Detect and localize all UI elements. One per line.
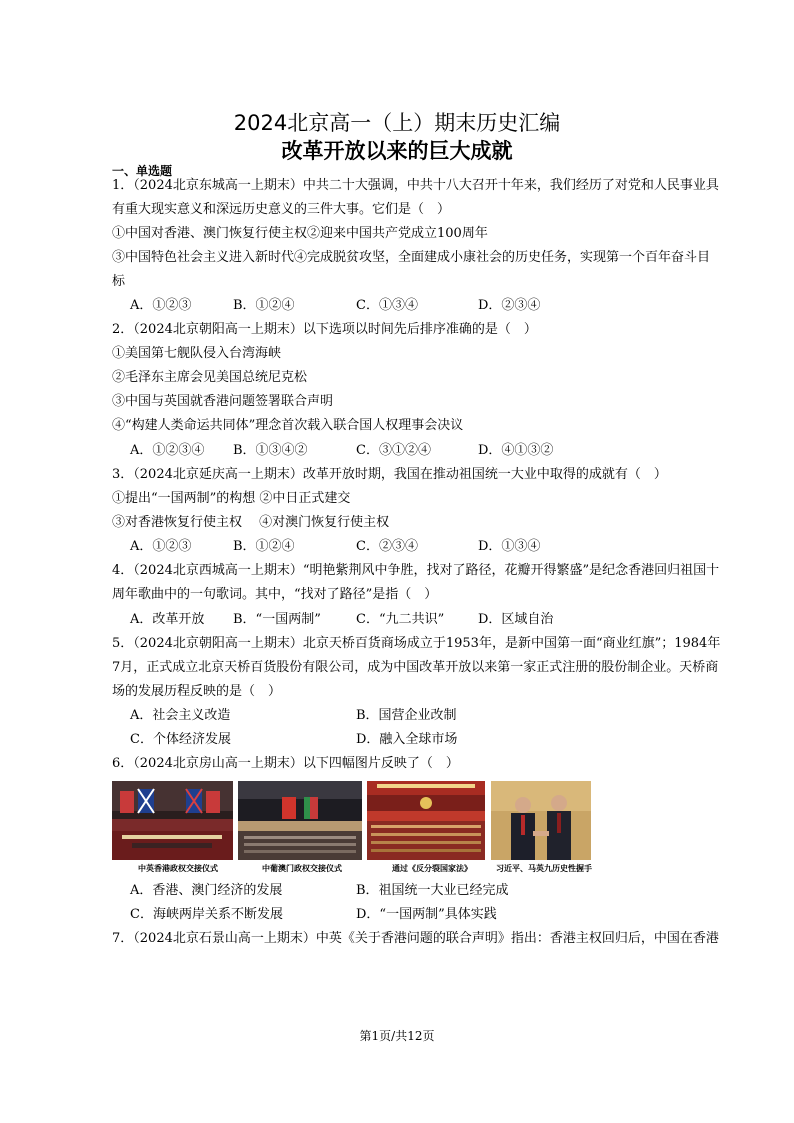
- question-4-option-d: D．区域自治: [478, 612, 554, 627]
- question-1-line-4: ③中国特色社会主义进入新时代④完成脱贫攻坚，全面建成小康社会的历史任务，实现第一个百年奋斗目: [112, 250, 711, 265]
- question-3-line-1: 3．（2024北京延庆高一上期末）改革开放时期，我国在推动祖国统一大业中取得的成就有（ ）: [112, 467, 667, 482]
- question-3-line-3: ③对香港恢复行使主权 ④对澳门恢复行使主权: [112, 515, 390, 530]
- question-2-option-a: A．①②③④: [130, 443, 205, 458]
- question-5-line-1: 5．（2024北京朝阳高一上期末）北京天桥百货商场成立于1953年，是新中国第一面“商业红旗”；1984年: [112, 636, 721, 651]
- question-2-option-c: C．③①②④: [356, 443, 431, 458]
- question-1-option-a: A．①②③: [130, 298, 192, 313]
- question-4-line-1: 4．（2024北京西城高一上期末）“明艳紫荆风中争胜，找对了路径，花瓣开得繁盛”是纪念香港回归祖国十: [112, 563, 720, 578]
- question-2-line-4: ③中国与英国就香港问题签署联合声明: [112, 394, 334, 409]
- question-5-option-a: A．社会主义改造: [130, 708, 231, 723]
- question-6-option-d: D．“一国两制”具体实践: [356, 907, 497, 922]
- question-1-line-5: 标: [112, 274, 126, 289]
- question-6-option-a: A．香港、澳门经济的发展: [130, 883, 283, 898]
- question-5-line-3: 场的发展历程反映的是（ ）: [112, 684, 282, 699]
- question-3-option-d: D．①③④: [478, 539, 541, 554]
- question-7-line-1: 7．（2024北京石景山高一上期末）中英《关于香港问题的联合声明》指出：香港主权回归后，中国在香港: [112, 931, 719, 946]
- question-2-option-b: B．①③④②: [233, 443, 308, 458]
- document-title: 2024北京高一（上）期末历史汇编: [233, 111, 561, 135]
- question-5-option-c: C．个体经济发展: [130, 732, 231, 747]
- question-4-option-c: C．“九二共识”: [356, 612, 445, 627]
- photo-cross-strait-handshake: [491, 781, 591, 860]
- photo-caption-3: 通过《反分裂国家法》: [392, 863, 472, 873]
- question-6-option-c: C．海峡两岸关系不断发展: [130, 907, 283, 922]
- question-3-option-c: C．②③④: [356, 539, 418, 554]
- page-footer: 第1页/共12页: [359, 1029, 435, 1043]
- question-1-line-3: ①中国对香港、澳门恢复行使主权②迎来中国共产党成立100周年: [112, 226, 488, 241]
- photo-macau-handover: [238, 781, 362, 860]
- question-1-option-c: C．①③④: [356, 298, 418, 313]
- question-6-option-b: B．祖国统一大业已经完成: [356, 883, 509, 898]
- question-1-line-1: 1．（2024北京东城高一上期末）中共二十大强调，中共十八大召开十年来，我们经历了对党和人民事业具: [112, 178, 719, 193]
- photo-caption-4: 习近平、马英九历史性握手: [496, 863, 592, 873]
- question-2-line-5: ④“构建人类命运共同体”理念首次载入联合国人权理事会决议: [112, 418, 464, 433]
- question-5-line-2: 7月，正式成立北京天桥百货股份有限公司，成为中国改革开放以来第一家正式注册的股份制企业。天桥商: [112, 660, 719, 675]
- question-3-option-a: A．①②③: [130, 539, 192, 554]
- question-1-line-2: 有重大现实意义和深远历史意义的三件大事。它们是（ ）: [112, 202, 451, 217]
- photo-caption-1: 中英香港政权交接仪式: [138, 863, 218, 873]
- question-3-option-b: B．①②④: [233, 539, 295, 554]
- question-1-option-d: D．②③④: [478, 298, 541, 313]
- photo-anti-secession-law: [367, 781, 485, 860]
- question-6-line-1: 6．（2024北京房山高一上期末）以下四幅图片反映了（ ）: [112, 756, 459, 771]
- question-2-line-2: ①美国第七舰队侵入台湾海峡: [112, 346, 282, 361]
- photo-hong-kong-handover: [112, 781, 233, 860]
- question-4-option-b: B．“一国两制”: [233, 612, 321, 627]
- document-subtitle: 改革开放以来的巨大成就: [281, 139, 513, 163]
- photo-caption-2: 中葡澳门政权交接仪式: [262, 863, 342, 873]
- question-5-option-d: D．融入全球市场: [356, 732, 458, 747]
- question-2-line-1: 2．（2024北京朝阳高一上期末）以下选项以时间先后排序准确的是（ ）: [112, 322, 537, 337]
- question-5-option-b: B．国营企业改制: [356, 708, 457, 723]
- question-4-option-a: A．改革开放: [130, 612, 205, 627]
- question-2-line-3: ②毛泽东主席会见美国总统尼克松: [112, 370, 308, 385]
- question-1-option-b: B．①②④: [233, 298, 295, 313]
- question-3-line-2: ①提出“一国两制”的构想 ②中日正式建交: [112, 491, 351, 506]
- question-2-option-d: D．④①③②: [478, 443, 554, 458]
- section-heading: 一、单选题: [112, 164, 173, 178]
- question-4-line-2: 周年歌曲中的一句歌词。其中，“找对了路径”是指（ ）: [112, 587, 438, 602]
